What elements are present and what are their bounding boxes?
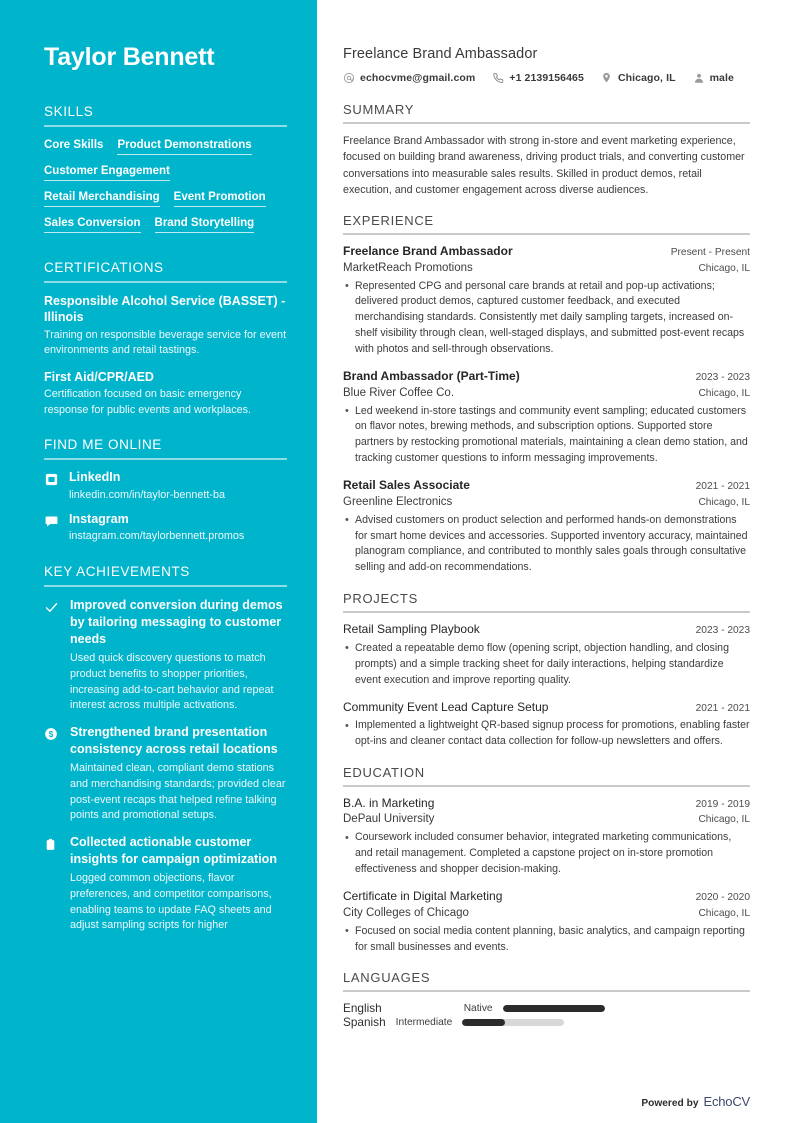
experience-item xyxy=(343,478,750,576)
bullet-list xyxy=(343,279,750,358)
achievements-divider xyxy=(44,585,287,587)
achievements-list xyxy=(44,597,287,934)
sidebar-section-online xyxy=(44,437,287,544)
experience-list xyxy=(343,244,750,576)
summary-heading: SUMMARY xyxy=(343,102,415,117)
education-heading: EDUCATION xyxy=(343,764,425,780)
contact-text: Chicago, IL xyxy=(617,71,676,84)
experience-header xyxy=(343,244,750,260)
sidebar-section-certifications xyxy=(44,260,287,418)
experience-role: Retail Sales Associate xyxy=(343,478,470,493)
certification-title: Responsible Alcohol Service (BASSET) - Illinois xyxy=(44,294,286,325)
sidebar-section-skills xyxy=(44,104,287,241)
online-profile-item[interactable] xyxy=(44,470,287,503)
section-education xyxy=(343,765,750,956)
bullet-list xyxy=(343,513,750,577)
education-school: City Colleges of Chicago xyxy=(343,906,469,919)
language-level: Intermediate xyxy=(395,1016,453,1028)
achievements-heading: KEY ACHIEVEMENTS xyxy=(44,563,190,579)
person-icon xyxy=(693,72,705,84)
certifications-list xyxy=(44,293,287,418)
section-languages xyxy=(343,970,750,1029)
bullet-item: • Coursework included consumer behavior, integrated marketing communications, and retail management. Completed a capstone project on in-store promotion effectiveness and shopper decision-making. xyxy=(343,830,750,878)
education-location: Chicago, IL xyxy=(698,907,750,919)
experience-subheader xyxy=(343,386,750,401)
language-item xyxy=(343,1001,605,1015)
languages-list xyxy=(343,1001,750,1029)
bullet-list xyxy=(343,718,750,750)
project-item xyxy=(343,700,750,750)
language-proficiency-bar xyxy=(462,1019,564,1026)
experience-divider xyxy=(343,233,750,235)
certification-description: Training on responsible beverage service for event environments and retail tastings. xyxy=(44,328,287,356)
skills-divider xyxy=(44,125,287,127)
bullet-list xyxy=(343,924,750,956)
bullet-item: • Advised customers on product selection and performed hands-on demonstrations for smart home devices and accessories. Supported inventory accuracy, maintained planogram compliance, and contributed to monthly sales goals through consultative selling and add-on recommendations. xyxy=(343,513,750,577)
skill-tag[interactable]: Sales Conversion xyxy=(44,215,141,233)
summary-divider xyxy=(343,122,750,124)
footer-brand: EchoCV xyxy=(703,1094,750,1109)
experience-organization: MarketReach Promotions xyxy=(343,261,473,274)
online-profile-text xyxy=(69,470,225,503)
education-subheader xyxy=(343,906,750,921)
contact-text: male xyxy=(709,71,734,84)
contact-item[interactable] xyxy=(693,72,734,84)
location-pin-icon xyxy=(601,71,613,84)
achievement-text xyxy=(70,724,287,824)
bullet-item: • Focused on social media content planning, basic analytics, and campaign reporting for small businesses and events. xyxy=(343,924,750,956)
language-level: Native xyxy=(463,1002,493,1014)
online-profile-item[interactable] xyxy=(44,512,287,545)
check-icon xyxy=(44,597,60,615)
experience-subheader xyxy=(343,495,750,510)
certifications-divider xyxy=(44,281,287,283)
achievement-item xyxy=(44,834,287,934)
skill-tag[interactable]: Brand Storytelling xyxy=(155,215,255,233)
experience-header xyxy=(343,478,750,494)
headline-job-title: Freelance Brand Ambassador xyxy=(343,46,538,62)
bullet-item: • Implemented a lightweight QR-based signup process for promotions, enabling faster opt-ins and cleaner contact data collection for follow-up newsletters and offers. xyxy=(343,718,750,750)
summary-text: Freelance Brand Ambassador with strong in-store and event marketing experience, focused on building brand awareness, driving product trials, and converting customer conversations into measurable sales results. Skilled in product demos, retail execution, and customer engagement across diverse audiences. xyxy=(343,135,745,196)
projects-heading: PROJECTS xyxy=(343,591,418,607)
languages-heading: LANGUAGES xyxy=(343,970,431,986)
experience-organization: Greenline Electronics xyxy=(343,495,453,508)
contact-item[interactable] xyxy=(343,72,475,84)
certification-title: First Aid/CPR/AED xyxy=(44,370,154,385)
experience-date: Present - Present xyxy=(670,247,750,259)
contact-row xyxy=(343,71,750,84)
education-date: 2020 - 2020 xyxy=(695,892,750,904)
language-proficiency-bar xyxy=(503,1005,605,1012)
skill-tag[interactable]: Core Skills xyxy=(44,139,104,151)
experience-date: 2023 - 2023 xyxy=(695,372,750,384)
certification-item xyxy=(44,293,287,358)
contact-text: echocvme@gmail.com xyxy=(360,71,476,84)
online-profile-name: Instagram xyxy=(69,511,129,526)
experience-subheader xyxy=(343,261,750,276)
achievement-text xyxy=(70,834,287,934)
phone-icon xyxy=(492,72,504,84)
certification-description: Certification focused on basic emergency response for public events and workplaces. xyxy=(44,388,252,416)
project-item xyxy=(343,622,750,688)
bullet-item: • Represented CPG and personal care brands at retail and pop-up activations; delivered product demos, captured customer feedback, and executed merchandising standards. Consistently met daily sampling targets, increased on-shelf visibility through clean, well-staged displays, and submitted post-event recaps with photos and sell-through observations. xyxy=(343,279,750,358)
experience-date: 2021 - 2021 xyxy=(695,481,750,493)
achievement-text xyxy=(70,597,287,714)
main-content xyxy=(317,0,794,1123)
certifications-heading: CERTIFICATIONS xyxy=(44,260,164,275)
online-list xyxy=(44,470,287,544)
project-date: 2021 - 2021 xyxy=(695,702,750,714)
contact-item[interactable] xyxy=(492,72,584,84)
project-header xyxy=(343,622,750,638)
education-date: 2019 - 2019 xyxy=(695,798,750,810)
languages-divider xyxy=(343,990,750,992)
skill-tag[interactable]: Retail Merchandising xyxy=(44,189,160,207)
education-subheader xyxy=(343,812,750,827)
education-item xyxy=(343,796,750,878)
project-title: Retail Sampling Playbook xyxy=(343,622,480,637)
experience-item xyxy=(343,244,750,358)
skill-tag[interactable]: Customer Engagement xyxy=(44,163,170,181)
project-header xyxy=(343,700,750,716)
experience-header xyxy=(343,369,750,385)
bullet-item: • Led weekend in-store tastings and community event sampling; educated customers on flavor notes, brewing methods, and subscription options. Supported store partners by restocking promotional materials, maintaining a clean demo station, and tracking customer questions to inform messaging improvements. xyxy=(343,404,750,468)
section-experience xyxy=(343,213,750,576)
section-projects xyxy=(343,591,750,750)
certification-item xyxy=(44,369,287,418)
bullet-item: • Created a repeatable demo flow (opening script, objection handling, and closing prompts) and a simple tracking sheet for daily interactions, helping standardize event execution and improve reporting quality. xyxy=(343,641,750,689)
language-proficiency-fill xyxy=(503,1005,605,1012)
achievement-title: Strengthened brand presentation consistency across retail locations xyxy=(70,724,278,757)
achievement-item xyxy=(44,724,287,824)
education-header xyxy=(343,889,750,905)
online-profile-text xyxy=(69,512,244,545)
experience-item xyxy=(343,369,750,467)
bullet-list xyxy=(343,830,750,878)
achievement-title: Improved conversion during demos by tailoring messaging to customer needs xyxy=(70,597,283,647)
dollar-circle-icon xyxy=(44,724,60,741)
footer xyxy=(641,1094,750,1109)
experience-heading: EXPERIENCE xyxy=(343,213,434,229)
online-profile-name: LinkedIn xyxy=(69,470,121,485)
instagram-icon xyxy=(44,512,60,529)
achievement-description: Used quick discovery questions to match product benefits to shopper priorities, increasing add-to-cart behavior and repeat interest across multiple activations. xyxy=(70,652,274,712)
education-school: DePaul University xyxy=(343,813,435,826)
experience-role: Freelance Brand Ambassador xyxy=(343,244,513,259)
education-header xyxy=(343,796,750,812)
online-heading: FIND ME ONLINE xyxy=(44,437,162,453)
experience-role: Brand Ambassador (Part-Time) xyxy=(343,369,520,384)
education-divider xyxy=(343,785,750,787)
experience-location: Chicago, IL xyxy=(698,262,750,274)
achievement-description: Logged common objections, flavor preferences, and competitor comparisons, enabling teams to update FAQ sheets and adjust sampling scripts for higher xyxy=(70,872,272,932)
education-degree: Certificate in Digital Marketing xyxy=(343,889,503,904)
bullet-list xyxy=(343,404,750,468)
experience-location: Chicago, IL xyxy=(698,496,750,508)
contact-text: +1 2139156465 xyxy=(509,71,584,84)
education-degree: B.A. in Marketing xyxy=(343,795,435,810)
footer-powered-label: Powered by xyxy=(641,1098,699,1109)
linkedin-icon xyxy=(44,470,60,487)
sidebar xyxy=(0,0,317,1123)
project-date: 2023 - 2023 xyxy=(695,625,750,637)
education-location: Chicago, IL xyxy=(698,814,750,826)
experience-location: Chicago, IL xyxy=(698,387,750,399)
language-item xyxy=(343,1015,564,1029)
skill-tag[interactable]: Event Promotion xyxy=(174,189,266,207)
svg-text:$: $ xyxy=(48,729,54,739)
online-profile-url[interactable]: instagram.com/taylorbennett.promos xyxy=(69,530,245,543)
online-divider xyxy=(44,458,287,460)
education-list xyxy=(343,796,750,956)
section-summary xyxy=(343,102,750,198)
skills-heading: SKILLS xyxy=(44,104,94,119)
language-name: Spanish xyxy=(343,1015,386,1030)
candidate-name: Taylor Bennett xyxy=(44,43,215,71)
online-profile-url[interactable]: linkedin.com/in/taylor-bennett-ba xyxy=(69,488,226,501)
bullet-list xyxy=(343,641,750,689)
experience-organization: Blue River Coffee Co. xyxy=(343,386,455,399)
language-name: English xyxy=(343,1001,382,1016)
achievement-title: Collected actionable customer insights for campaign optimization xyxy=(70,834,277,867)
projects-list xyxy=(343,622,750,750)
clipboard-icon xyxy=(44,834,60,852)
email-icon xyxy=(343,72,355,84)
contact-item[interactable] xyxy=(601,71,676,84)
language-proficiency-fill xyxy=(462,1019,505,1026)
skill-tag[interactable]: Product Demonstrations xyxy=(117,137,251,155)
projects-divider xyxy=(343,611,750,613)
project-title: Community Event Lead Capture Setup xyxy=(343,699,549,714)
achievement-item xyxy=(44,597,287,714)
sidebar-section-achievements xyxy=(44,564,287,934)
achievement-description: Maintained clean, compliant demo stations and merchandising standards; provided clear post-event recaps that helped refine talking points and promotional setups. xyxy=(70,762,286,822)
skills-list xyxy=(44,137,287,241)
education-item xyxy=(343,889,750,955)
